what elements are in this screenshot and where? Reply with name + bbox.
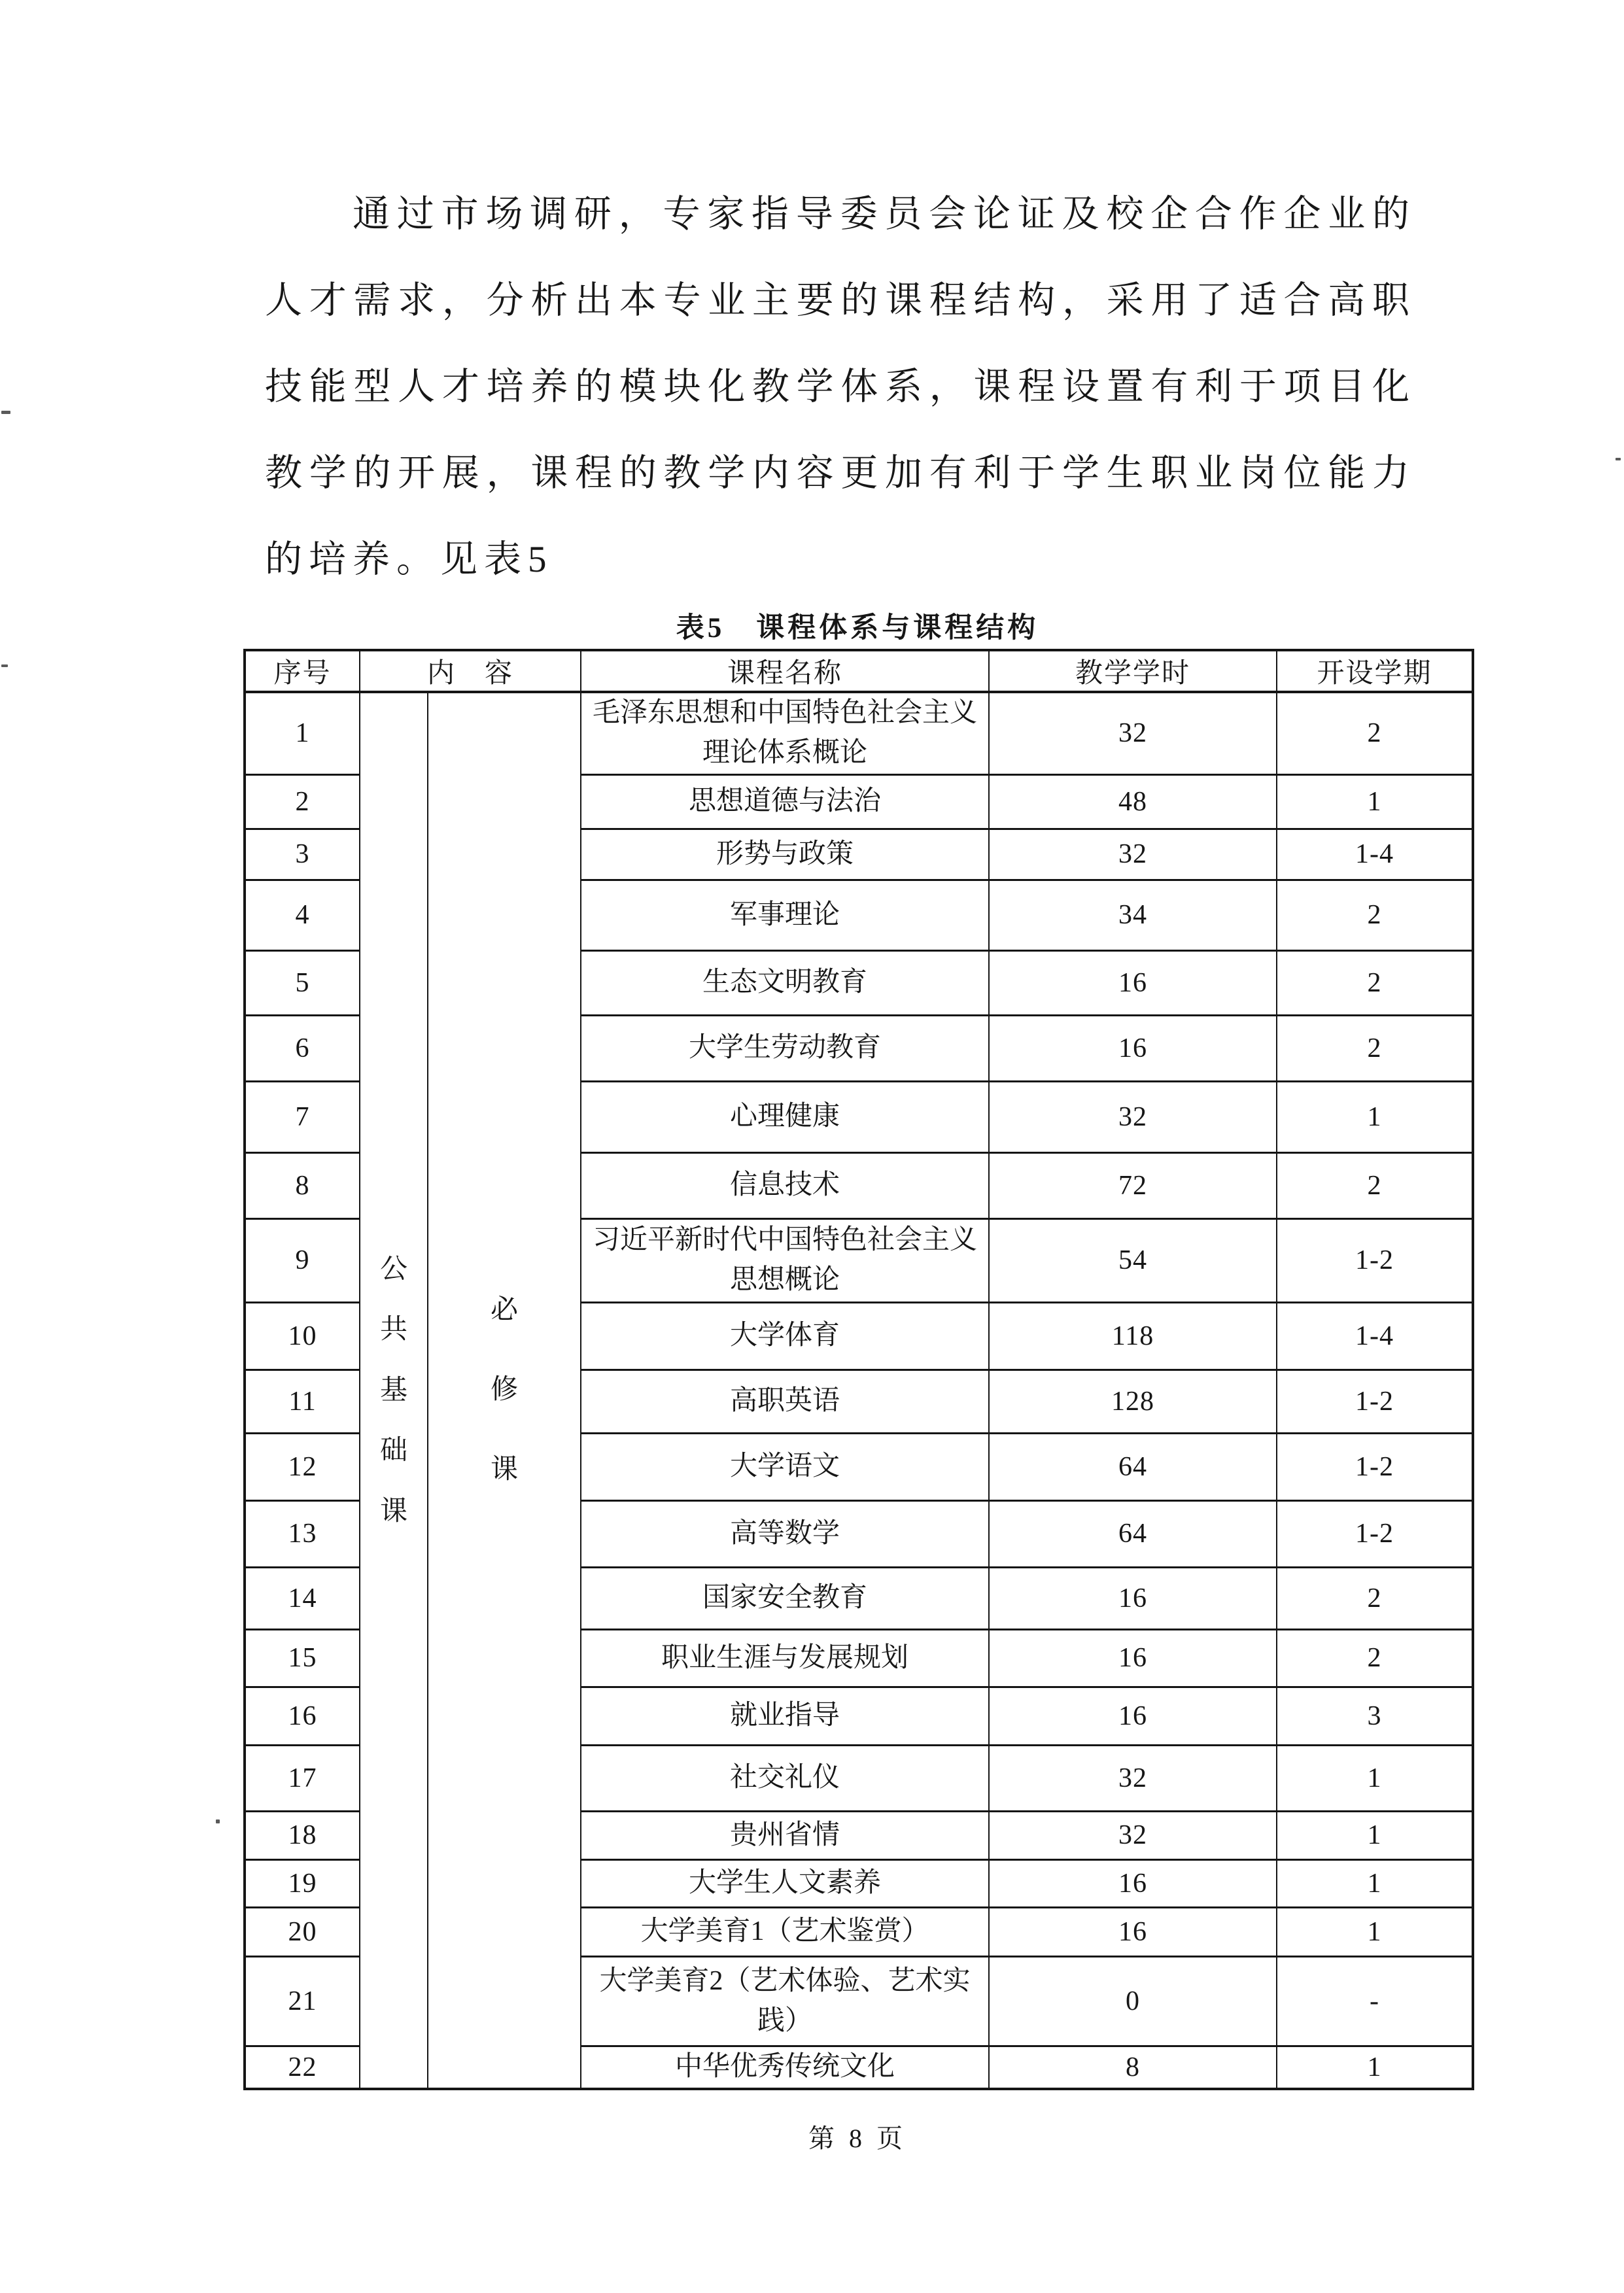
cell-semester: 1-4	[1277, 829, 1473, 880]
cell-semester: 2	[1277, 950, 1473, 1015]
cell-course-name: 贵州省情	[581, 1811, 989, 1859]
cell-teaching-hours: 0	[989, 1956, 1277, 2046]
header-hours: 教学学时	[989, 650, 1277, 692]
scan-speck	[1, 411, 10, 414]
cell-category	[360, 692, 428, 2089]
cell-teaching-hours: 32	[989, 1081, 1277, 1152]
cell-teaching-hours: 16	[989, 1567, 1277, 1629]
header-row	[245, 650, 1473, 692]
cell-semester: 1	[1277, 1745, 1473, 1811]
cell-no: 9	[245, 1218, 360, 1302]
cell-course-name: 思想道德与法治	[581, 774, 989, 829]
table-row	[245, 692, 1473, 774]
cell-semester: 2	[1277, 1015, 1473, 1081]
cell-semester: 1	[1277, 1081, 1473, 1152]
course-table-body	[245, 692, 1473, 2089]
cell-teaching-hours: 48	[989, 774, 1277, 829]
cell-semester: 2	[1277, 880, 1473, 950]
cell-course-name: 大学生劳动教育	[581, 1015, 989, 1081]
cell-teaching-hours: 54	[989, 1218, 1277, 1302]
page-number: 第 8 页	[808, 2124, 907, 2153]
cell-no: 5	[245, 950, 360, 1015]
cell-semester: 2	[1277, 1152, 1473, 1218]
course-table	[243, 649, 1474, 2090]
header-content: 内 容	[360, 650, 581, 692]
cell-no: 21	[245, 1956, 360, 2046]
cell-course-name: 大学语文	[581, 1433, 989, 1500]
cell-teaching-hours: 16	[989, 1687, 1277, 1745]
cell-no: 19	[245, 1859, 360, 1907]
cell-course-name: 毛泽东思想和中国特色社会主义理论体系概论	[581, 692, 989, 774]
cell-semester: 2	[1277, 1567, 1473, 1629]
cell-no: 7	[245, 1081, 360, 1152]
cell-teaching-hours: 34	[989, 880, 1277, 950]
cell-course-name: 社交礼仪	[581, 1745, 989, 1811]
cell-teaching-hours: 16	[989, 1015, 1277, 1081]
cell-subcategory	[428, 692, 581, 2089]
cell-semester: 1-2	[1277, 1500, 1473, 1567]
table-title: 表5 课程体系与课程结构	[676, 613, 1039, 644]
cell-course-name: 高职英语	[581, 1370, 989, 1433]
cell-no: 15	[245, 1629, 360, 1687]
cell-teaching-hours: 64	[989, 1500, 1277, 1567]
cell-semester: 2	[1277, 692, 1473, 774]
cell-no: 3	[245, 829, 360, 880]
cell-semester: 1	[1277, 1811, 1473, 1859]
cell-course-name: 国家安全教育	[581, 1567, 989, 1629]
cell-teaching-hours: 118	[989, 1302, 1277, 1370]
cell-no: 12	[245, 1433, 360, 1500]
cell-semester: 1-2	[1277, 1433, 1473, 1500]
table-header	[245, 650, 1473, 692]
cell-no: 2	[245, 774, 360, 829]
cell-course-name: 信息技术	[581, 1152, 989, 1218]
cell-course-name: 大学美育2（艺术体验、艺术实践）	[581, 1956, 989, 2046]
cell-teaching-hours: 16	[989, 950, 1277, 1015]
cell-course-name: 高等数学	[581, 1500, 989, 1567]
cell-course-name: 心理健康	[581, 1081, 989, 1152]
cell-course-name: 就业指导	[581, 1687, 989, 1745]
cell-semester: 1	[1277, 2046, 1473, 2089]
cell-no: 20	[245, 1907, 360, 1956]
cell-no: 6	[245, 1015, 360, 1081]
cell-teaching-hours: 16	[989, 1859, 1277, 1907]
cell-teaching-hours: 32	[989, 692, 1277, 774]
cell-teaching-hours: 32	[989, 1745, 1277, 1811]
cell-teaching-hours: 64	[989, 1433, 1277, 1500]
cell-teaching-hours: 16	[989, 1907, 1277, 1956]
cell-course-name: 大学美育1（艺术鉴赏）	[581, 1907, 989, 1956]
cell-semester: 3	[1277, 1687, 1473, 1745]
cell-teaching-hours: 16	[989, 1629, 1277, 1687]
cell-no: 10	[245, 1302, 360, 1370]
cell-no: 13	[245, 1500, 360, 1567]
cell-no: 14	[245, 1567, 360, 1629]
cell-no: 22	[245, 2046, 360, 2089]
cell-teaching-hours: 32	[989, 1811, 1277, 1859]
cell-teaching-hours: 128	[989, 1370, 1277, 1433]
cell-course-name: 大学生人文素养	[581, 1859, 989, 1907]
scan-speck	[1, 664, 8, 667]
cell-semester: 1	[1277, 1859, 1473, 1907]
body-paragraph: 通过市场调研，专家指导委员会论证及校企合作企业的人才需求，分析出本专业主要的课程结构，采用了适合高职技能型人才培养的模块化教学体系，课程设置有利于项目化教学的开展，课程的教学内容更加有利于学生职业岗位能力的培养。见表5	[265, 194, 1416, 580]
scan-speck	[1615, 458, 1621, 460]
header-semester: 开设学期	[1277, 650, 1473, 692]
cell-no: 11	[245, 1370, 360, 1433]
cell-no: 4	[245, 880, 360, 950]
cell-no: 1	[245, 692, 360, 774]
header-course: 课程名称	[581, 650, 989, 692]
cell-no: 17	[245, 1745, 360, 1811]
cell-semester: 1	[1277, 1907, 1473, 1956]
cell-no: 16	[245, 1687, 360, 1745]
scan-speck	[216, 1819, 220, 1823]
cell-course-name: 形势与政策	[581, 829, 989, 880]
cell-teaching-hours: 72	[989, 1152, 1277, 1218]
cell-course-name: 职业生涯与发展规划	[581, 1629, 989, 1687]
cell-semester: -	[1277, 1956, 1473, 2046]
cell-course-name: 大学体育	[581, 1302, 989, 1370]
cell-no: 18	[245, 1811, 360, 1859]
cell-semester: 1	[1277, 774, 1473, 829]
subcategory-vertical-label: 必修课	[490, 1295, 518, 1485]
cell-course-name: 生态文明教育	[581, 950, 989, 1015]
cell-semester: 1-2	[1277, 1218, 1473, 1302]
cell-teaching-hours: 8	[989, 2046, 1277, 2089]
cell-semester: 1-4	[1277, 1302, 1473, 1370]
cell-semester: 1-2	[1277, 1370, 1473, 1433]
cell-course-name: 中华优秀传统文化	[581, 2046, 989, 2089]
header-no: 序号	[245, 650, 360, 692]
cell-semester: 2	[1277, 1629, 1473, 1687]
cell-teaching-hours: 32	[989, 829, 1277, 880]
cell-no: 8	[245, 1152, 360, 1218]
cell-course-name: 习近平新时代中国特色社会主义思想概论	[581, 1218, 989, 1302]
cell-course-name: 军事理论	[581, 880, 989, 950]
category-vertical-label: 公共基础课	[379, 1254, 407, 1526]
